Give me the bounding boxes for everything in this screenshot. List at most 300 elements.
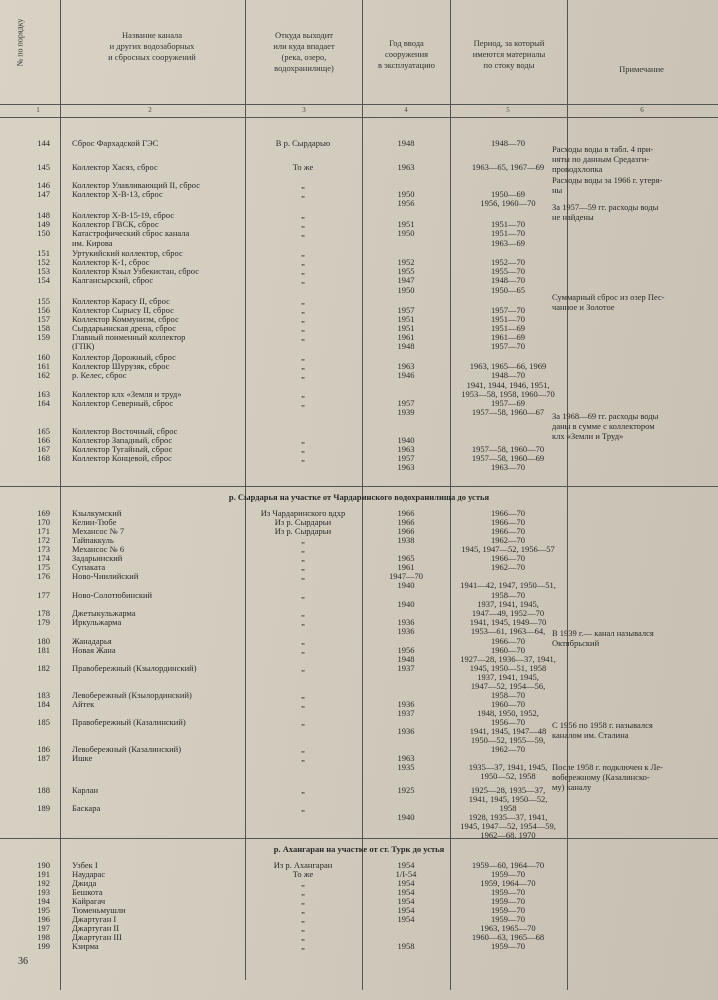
row-name: Коллектор клх «Земля и труд» (72, 389, 182, 399)
section-rule (0, 838, 718, 839)
row-source: „ (301, 248, 305, 258)
row-number: 178 (37, 608, 50, 618)
row-period: 1953—61, 1963—64, (470, 626, 546, 636)
row-year: 1948 (397, 138, 415, 148)
row-year: 1935 (397, 762, 415, 772)
row-year: 1938 (397, 535, 415, 545)
header-year: Год ввода сооружения в эксплуатацию (378, 38, 435, 70)
row-number: 173 (37, 544, 50, 554)
row-period: 1957—58, 1960—69 (471, 453, 545, 463)
row-number: 160 (37, 352, 50, 362)
row-source: „ (301, 228, 305, 238)
row-name: Коллектор Тугайный, сброс (72, 444, 173, 454)
row-number: 196 (37, 914, 50, 924)
row-source: „ (301, 923, 305, 933)
row-year: 1966 (397, 508, 415, 518)
row-period: 1945, 1947—52, 1954—59, (460, 821, 556, 831)
row-period: 1962—68, 1970 (480, 830, 536, 840)
row-name: Коллектор Х-В-15-19, сброс (72, 210, 175, 220)
row-source: „ (301, 905, 305, 915)
row-name: Катастрофический сброс канала (72, 228, 190, 238)
row-number: 149 (37, 219, 50, 229)
row-name: Калганcырский, сброс (72, 275, 154, 285)
table-row (0, 341, 718, 351)
row-number: 184 (37, 699, 50, 709)
row-number: 159 (37, 332, 50, 342)
row-number: 181 (37, 645, 50, 655)
row-source: „ (301, 878, 305, 888)
row-source: „ (301, 785, 305, 795)
row-year: 1951 (397, 314, 415, 324)
row-period: 1947—49, 1952—70 (471, 608, 545, 618)
row-number: 166 (37, 435, 50, 445)
row-number: 153 (37, 266, 50, 276)
row-name: Ново-Чиилийский (72, 571, 139, 581)
table-row (0, 238, 718, 248)
row-name: Уртукийский коллектор, сброс (72, 248, 183, 258)
row-source: „ (301, 444, 305, 454)
note-text: После 1958 г. подключен к Ле- вобережному (Казалинско- му) каналу (552, 762, 663, 792)
row-source: Из р. Сырдарьи (274, 526, 332, 536)
row-year: 1963 (397, 361, 415, 371)
row-period: 1963—65, 1967—69 (471, 162, 545, 172)
row-number: 171 (37, 526, 50, 536)
row-year: 1965 (397, 553, 415, 563)
row-year: 1940 (397, 435, 415, 445)
row-number: 157 (37, 314, 50, 324)
col-index: 1 (36, 106, 40, 114)
row-period: 1966—70 (491, 508, 525, 518)
header-name: Название канала и других водозаборных и сбросных сооружений (108, 30, 196, 62)
row-source: То же (292, 869, 314, 879)
col-index: 3 (302, 106, 306, 114)
row-name: Наударас (72, 869, 106, 879)
row-name: Иркульжарма (72, 617, 122, 627)
row-name: Айтек (72, 699, 95, 709)
row-period: 1941, 1945, 1947—48 (469, 726, 547, 736)
row-name: Джетыкульжарма (72, 608, 136, 618)
row-period: 1966—70 (491, 636, 525, 646)
row-source: „ (301, 887, 305, 897)
row-year: 1947 (397, 275, 415, 285)
row-number: 158 (37, 323, 50, 333)
note-text: В 1939 г.— канал назывался Октябрьский (552, 628, 654, 648)
row-name: Правобережный (Кзылординский) (72, 663, 197, 673)
row-source: „ (301, 535, 305, 545)
row-source: „ (301, 275, 305, 285)
row-source: В р. Сырдарью (275, 138, 331, 148)
row-source: „ (301, 896, 305, 906)
row-name: Механсос № 6 (72, 544, 125, 554)
col-index: 6 (640, 106, 644, 114)
row-period: 1960—63, 1965—68 (471, 932, 545, 942)
row-source: „ (301, 210, 305, 220)
row-name: (ГПК) (72, 341, 95, 351)
row-name: Коллектор Восточный, сброс (72, 426, 178, 436)
row-number: 176 (37, 571, 50, 581)
row-period: 1948—70 (491, 275, 525, 285)
row-period: 1948, 1950, 1952, (477, 708, 539, 718)
row-year: 1940 (397, 580, 415, 590)
row-source: „ (301, 296, 305, 306)
row-period: 1966—70 (491, 517, 525, 527)
section-heading: р. Сырдарья на участке от Чардаринского водохранилища до устья (228, 492, 490, 502)
row-source: Из р. Ахангаран (273, 860, 333, 870)
row-period: 1957—70 (491, 341, 525, 351)
row-year: 1940 (397, 599, 415, 609)
row-name: Ново-Солотюбинский (72, 590, 153, 600)
row-number: 172 (37, 535, 50, 545)
row-period: 1950—52, 1958 (480, 771, 536, 781)
row-name: Коллектор Шурузяк, сброс (72, 361, 170, 371)
row-source: „ (301, 361, 305, 371)
row-name: Бешкота (72, 887, 103, 897)
row-name: Левобережный (Казалинский) (72, 744, 182, 754)
row-year: 1950 (397, 189, 415, 199)
row-year: 1961 (397, 562, 415, 572)
row-number: 147 (37, 189, 50, 199)
row-number: 148 (37, 210, 50, 220)
row-number: 161 (37, 361, 50, 371)
row-name: Коллектор Дорожный, сброс (72, 352, 176, 362)
row-number: 177 (37, 590, 50, 600)
note-text: За 1957—59 гг. расходы воды не найдены (552, 202, 659, 222)
row-period: 1962—70 (491, 535, 525, 545)
row-period: 1956—70 (491, 717, 525, 727)
table-row (0, 462, 718, 472)
row-number: 165 (37, 426, 50, 436)
row-year: 1937 (397, 663, 415, 673)
row-year: 1966 (397, 517, 415, 527)
row-number: 150 (37, 228, 50, 238)
row-period: 1959—70 (491, 941, 525, 951)
row-number: 182 (37, 663, 50, 673)
row-source: „ (301, 717, 305, 727)
row-source: „ (301, 699, 305, 709)
row-number: 188 (37, 785, 50, 795)
note-text: Расходы воды в табл. 4 при- няты по данным Средазги- проводхлопка (552, 144, 654, 174)
row-period: 1963—69 (491, 238, 525, 248)
row-name: Узбек I (72, 860, 98, 870)
row-period: 1957—58, 1960—67 (471, 407, 545, 417)
row-period: 1960—70 (491, 645, 525, 655)
row-number: 168 (37, 453, 50, 463)
row-name: Джида (72, 878, 97, 888)
row-number: 175 (37, 562, 50, 572)
section-rule (0, 486, 718, 487)
row-name: Джартуган III (72, 932, 122, 942)
row-name: Сброс Фархадской ГЭС (72, 138, 159, 148)
row-number: 144 (37, 138, 50, 148)
row-source: „ (301, 435, 305, 445)
row-number: 186 (37, 744, 50, 754)
row-number: 180 (37, 636, 50, 646)
row-number: 187 (37, 753, 50, 763)
row-source: „ (301, 932, 305, 942)
row-source: „ (301, 323, 305, 333)
row-period: 1958—70 (491, 690, 525, 700)
row-source: „ (301, 389, 305, 399)
row-name: Супаката (72, 562, 106, 572)
row-period: 1950—65 (491, 285, 525, 295)
row-period: 1927—28, 1936—37, 1941, (460, 654, 556, 664)
row-name: Правобережный (Казалинский) (72, 717, 186, 727)
row-period: 1961—69 (491, 332, 525, 342)
row-source: „ (301, 544, 305, 554)
row-number: 167 (37, 444, 50, 454)
row-source: „ (301, 180, 305, 190)
row-number: 190 (37, 860, 50, 870)
row-period: 1945, 1950—51, 1958 (469, 663, 547, 673)
row-year: 1966 (397, 526, 415, 536)
header-period: Период, за который имеются материалы по стоку воды (472, 38, 546, 70)
row-name: Тайпаккуль (72, 535, 114, 545)
row-year: 1948 (397, 341, 415, 351)
row-period: 1958 (499, 803, 517, 813)
row-source: „ (301, 636, 305, 646)
row-number: 198 (37, 932, 50, 942)
row-name: Келин-Тюбе (72, 517, 117, 527)
row-period: 1959—70 (491, 887, 525, 897)
header-rule (0, 117, 718, 118)
row-year: 1954 (397, 914, 415, 924)
row-period: 1966—70 (491, 526, 525, 536)
row-period: 1951—70 (491, 228, 525, 238)
row-number: 185 (37, 717, 50, 727)
row-source: „ (301, 332, 305, 342)
row-period: 1957—70 (491, 305, 525, 315)
row-period: 1937, 1941, 1945, (477, 599, 539, 609)
row-period: 1935—37, 1941, 1945, (468, 762, 548, 772)
row-year: 1956 (397, 198, 415, 208)
row-period: 1948—70 (491, 370, 525, 380)
row-source: „ (301, 941, 305, 951)
row-year: 1947—70 (389, 571, 423, 581)
page-number: 36 (18, 956, 28, 967)
row-name: им. Кирова (72, 238, 113, 248)
row-source: „ (301, 453, 305, 463)
row-source: „ (301, 219, 305, 229)
row-source: „ (301, 314, 305, 324)
row-year: 1963 (397, 444, 415, 454)
row-year: 1925 (397, 785, 415, 795)
note-text: С 1956 по 1958 г. назывался каналом им. Сталина (552, 720, 653, 740)
row-period: 1928, 1935—37, 1941, (468, 812, 548, 822)
row-source: Из Чардаринского вдхр (260, 508, 346, 518)
row-name: Коллектор К-1, сброс (72, 257, 150, 267)
row-source: „ (301, 266, 305, 276)
row-year: 1951 (397, 219, 415, 229)
row-name: Коллектор Сырысу II, сброс (72, 305, 174, 315)
row-period: 1959—70 (491, 905, 525, 915)
col-index: 5 (506, 106, 510, 114)
row-year: 1954 (397, 896, 415, 906)
row-period: 1955—70 (491, 266, 525, 276)
row-name: Джартуган I (72, 914, 117, 924)
row-number: 199 (37, 941, 50, 951)
row-name: Коллектор Улавливающий II, сброс (72, 180, 201, 190)
row-year: 1954 (397, 878, 415, 888)
row-period: 1950—69 (491, 189, 525, 199)
row-year: 1951 (397, 323, 415, 333)
row-name: Коллектор Х-В-13, сброс (72, 189, 163, 199)
row-period: 1951—70 (491, 219, 525, 229)
row-period: 1966—70 (491, 553, 525, 563)
row-period: 1959—70 (491, 896, 525, 906)
row-period: 1953—58, 1958, 1960—70 (461, 389, 555, 399)
header-rule (0, 104, 718, 105)
row-period: 1962—70 (491, 562, 525, 572)
row-year: 1961 (397, 332, 415, 342)
row-period: 1951—69 (491, 323, 525, 333)
row-year: 1939 (397, 407, 415, 417)
row-number: 193 (37, 887, 50, 897)
row-number: 164 (37, 398, 50, 408)
row-period: 1948—70 (491, 138, 525, 148)
row-year: 1946 (397, 370, 415, 380)
row-name: Коллектор Хасяз, сброс (72, 162, 158, 172)
row-name: Ишке (72, 753, 93, 763)
row-name: р. Келес, сброс (72, 370, 127, 380)
row-year: 1963 (397, 462, 415, 472)
note-text: За 1968—69 гг. расходы воды даны в сумме с коллектором клх «Земли и Труд» (552, 411, 659, 441)
row-period: 1957—58, 1960—70 (471, 444, 545, 454)
row-period: 1941—42, 1947, 1950—51, (460, 580, 556, 590)
row-name: Карлан (72, 785, 99, 795)
row-source: „ (301, 571, 305, 581)
row-period: 1959—60, 1964—70 (471, 860, 545, 870)
row-period: 1959—70 (491, 869, 525, 879)
row-period: 1925—28, 1935—37, (470, 785, 546, 795)
row-period: 1951—70 (491, 314, 525, 324)
col-index: 4 (404, 106, 408, 114)
row-year: 1957 (397, 398, 415, 408)
row-period: 1957—69 (491, 398, 525, 408)
row-number: 156 (37, 305, 50, 315)
row-year: 1954 (397, 887, 415, 897)
row-period: 1960—70 (491, 699, 525, 709)
table-row (0, 275, 718, 285)
row-name: Главный поименный коллектор (72, 332, 186, 342)
row-name: Коллектор Западный, сброс (72, 435, 173, 445)
row-name: Кзылкумский (72, 508, 122, 518)
row-number: 145 (37, 162, 50, 172)
row-name: Жанадарья (72, 636, 112, 646)
row-year: 1963 (397, 753, 415, 763)
col-index: 2 (148, 106, 152, 114)
row-source: „ (301, 753, 305, 763)
table-row (0, 370, 718, 380)
row-period: 1958—70 (491, 590, 525, 600)
row-year: 1936 (397, 699, 415, 709)
table-row (0, 580, 718, 590)
row-source: „ (301, 803, 305, 813)
row-source: „ (301, 645, 305, 655)
row-name: Новая Жана (72, 645, 116, 655)
row-period: 1941, 1944, 1946, 1951, (466, 380, 550, 390)
row-year: 1/I-54 (395, 869, 417, 879)
row-source: „ (301, 590, 305, 600)
row-source: „ (301, 370, 305, 380)
row-number: 191 (37, 869, 50, 879)
row-year: 1950 (397, 285, 415, 295)
row-name: Сырдарьинская дрена, сброс (72, 323, 177, 333)
row-source: „ (301, 914, 305, 924)
header-number: № по порядку (15, 18, 25, 67)
row-period: 1963, 1965—70 (480, 923, 536, 933)
row-year: 1936 (397, 626, 415, 636)
row-year: 1936 (397, 617, 415, 627)
row-number: 155 (37, 296, 50, 306)
row-number: 163 (37, 389, 50, 399)
row-year: 1948 (397, 654, 415, 664)
row-year: 1937 (397, 708, 415, 718)
row-source: „ (301, 617, 305, 627)
row-name: Кайрагач (72, 896, 106, 906)
row-period: 1963, 1965—66, 1969 (469, 361, 547, 371)
row-period: 1962—70 (491, 744, 525, 754)
row-number: 189 (37, 803, 50, 813)
row-source: „ (301, 189, 305, 199)
row-name: Коллектор Концевой, сброс (72, 453, 172, 463)
row-number: 194 (37, 896, 50, 906)
row-source: „ (301, 257, 305, 267)
note-text: Суммарный сброс из озер Пес- чанное и Золотое (552, 292, 665, 312)
row-period: 1956, 1960—70 (480, 198, 536, 208)
row-source: „ (301, 608, 305, 618)
row-period: 1937, 1941, 1945, (477, 672, 539, 682)
row-period: 1941, 1945, 1950—52, (468, 794, 548, 804)
row-number: 152 (37, 257, 50, 267)
row-number: 154 (37, 275, 50, 285)
row-name: Левобережный (Кзылординский) (72, 690, 192, 700)
row-source: „ (301, 352, 305, 362)
row-period: 1959—70 (491, 914, 525, 924)
row-number: 169 (37, 508, 50, 518)
row-name: Кзирма (72, 941, 99, 951)
row-name: Баскара (72, 803, 101, 813)
section-heading: р. Ахангаран на участке от ст. Турк до устья (273, 844, 445, 854)
row-number: 174 (37, 553, 50, 563)
table-row (0, 228, 718, 238)
row-source: Из р. Сырдарьи (274, 517, 332, 527)
row-period: 1945, 1947—52, 1956—57 (461, 544, 555, 554)
row-number: 151 (37, 248, 50, 258)
row-period: 1941, 1945, 1949—70 (469, 617, 547, 627)
row-name: Коллектор Кзыл Узбекистан, сброс (72, 266, 200, 276)
row-source: „ (301, 305, 305, 315)
row-year: 1936 (397, 726, 415, 736)
row-name: Коллектор Коммунизм, сброс (72, 314, 179, 324)
row-name: Задарьинский (72, 553, 123, 563)
row-year: 1956 (397, 645, 415, 655)
row-source: То же (292, 162, 314, 172)
row-year: 1955 (397, 266, 415, 276)
row-year: 1950 (397, 228, 415, 238)
row-period: 1947—52, 1954—56, (470, 681, 546, 691)
row-year: 1954 (397, 860, 415, 870)
row-period: 1952—70 (491, 257, 525, 267)
row-year: 1957 (397, 453, 415, 463)
row-source: „ (301, 663, 305, 673)
row-period: 1950—52, 1955—59, (470, 735, 546, 745)
row-name: Джартуган II (72, 923, 120, 933)
row-year: 1963 (397, 162, 415, 172)
row-year: 1957 (397, 305, 415, 315)
header-note: Примечание (619, 64, 664, 74)
row-name: Коллектор Карасу II, сброс (72, 296, 170, 306)
row-year: 1940 (397, 812, 415, 822)
